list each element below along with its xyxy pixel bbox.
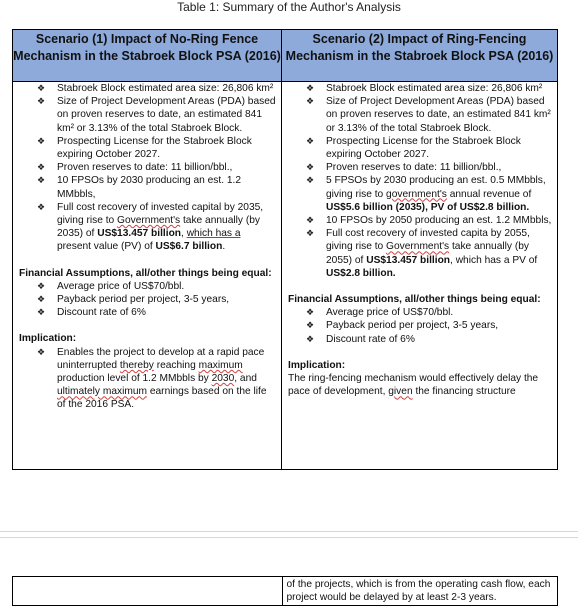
scenario-1-body (13, 82, 281, 412)
list-item: ❖ Payback period per project, 3-5 years, (306, 320, 499, 332)
implication-list (19, 346, 277, 412)
scenario-2-header: Scenario (2) Impact of Ring-Fencing Mechanism in the Stabroek Block PSA (2016) (282, 30, 557, 82)
list-item: ❖ Proven reserves to date: 11 billion/bbl., (37, 162, 233, 174)
diamond-bullet-icon: ❖ (306, 320, 315, 331)
list-item: ❖ Full cost recovery of invested capital by 2035, giving rise to Government's take annually (by 2035) of US$13.457 billion, which has a present value (PV) of US$6.7 billion. (37, 201, 264, 253)
list-item: ❖ Full cost recovery of invested capita by 2055, giving rise to Government's take annually (by 2055) of US$13.457 billion, which has a PV of US$2.8 billion. (306, 228, 538, 279)
diamond-bullet-icon: ❖ (306, 333, 315, 344)
analysis-table-continuation (12, 576, 558, 606)
diamond-bullet-icon: ❖ (306, 307, 315, 318)
list-item: ❖ Proven reserves to date: 11 billion/bbl., (306, 162, 502, 174)
table-caption: Table 1: Summary of the Author's Analysis (177, 0, 401, 14)
scenario-2-facts (288, 82, 553, 280)
list-item: ❖ Average price of US$70/bbl. (37, 280, 185, 292)
implication-heading: Implication: (288, 359, 346, 371)
diamond-bullet-icon: ❖ (306, 162, 315, 173)
diamond-bullet-icon: ❖ (306, 215, 315, 226)
list-item: ❖ Stabroek Block estimated area size: 26,806 km² (37, 83, 274, 94)
diamond-bullet-icon: ❖ (306, 96, 315, 107)
scenario-2-body (282, 82, 557, 398)
financial-assumptions-heading: Financial Assumptions, all/other things being equal: (19, 267, 272, 279)
list-item: ❖ Prospecting License for the Stabroek Block expiring October 2027. (37, 135, 252, 161)
list-item: ❖ Size of Project Development Areas (PDA) based on proven reserves to date, an estimated 841 km² or 3.13% of the total Stabroek Block. (306, 96, 551, 134)
list-item: ❖ Stabroek Block estimated area size: 26,806 km² (306, 83, 543, 94)
diamond-bullet-icon: ❖ (37, 175, 46, 186)
diamond-bullet-icon: ❖ (37, 135, 46, 146)
diamond-bullet-icon: ❖ (37, 96, 46, 107)
diamond-bullet-icon: ❖ (37, 346, 46, 357)
page-break-line (0, 531, 578, 532)
scenario-2-column (282, 30, 557, 469)
list-item: ❖ 10 FPSOs by 2030 producing an est. 1.2 MMbbls, (37, 175, 242, 200)
financial-assumptions-heading: Financial Assumptions, all/other things being equal: (288, 294, 541, 306)
diamond-bullet-icon: ❖ (37, 280, 46, 291)
list-item: ❖ Size of Project Development Areas (PDA) based on proven reserves to date, an estimated 841 km² or 3.13% of the total Stabroek Block. (37, 96, 276, 134)
scenario-1-facts (19, 82, 277, 254)
list-item: ❖ Average price of US$70/bbl. (306, 307, 454, 319)
diamond-bullet-icon: ❖ (37, 294, 46, 305)
scenario-1-column (13, 30, 282, 469)
list-item: ❖ Discount rate of 6% (37, 307, 146, 319)
scenario-1-continuation-cell (13, 577, 283, 605)
diamond-bullet-icon: ❖ (306, 228, 315, 239)
list-item: ❖ 5 FPSOs by 2030 producing an est. 0.5 MMbbls, giving rise to government's annual revenue of US$5.6 billion (2035), PV of US$2.8 billion. (306, 175, 546, 213)
list-item: ❖ Enables the project to develop at a rapid pace uninterrupted thereby reaching maximum production level of 1.2 MMbbls by 2030, and ultimately maximum earnings based on the life of the 2016 PSA. (37, 346, 267, 411)
financial-assumptions-list (288, 306, 553, 346)
implication-heading: Implication: (19, 333, 77, 345)
list-item: ❖ Prospecting License for the Stabroek Block expiring October 2027. (306, 135, 521, 161)
diamond-bullet-icon: ❖ (306, 135, 315, 146)
financial-assumptions-list (19, 280, 277, 320)
diamond-bullet-icon: ❖ (306, 175, 315, 186)
diamond-bullet-icon: ❖ (306, 83, 315, 93)
analysis-table (12, 29, 558, 470)
list-item: ❖ Discount rate of 6% (306, 333, 415, 345)
diamond-bullet-icon: ❖ (37, 201, 46, 212)
page-break-line (0, 537, 578, 538)
list-item: ❖ 10 FPSOs by 2050 producing an est. 1.2 MMbbls, (306, 215, 552, 227)
diamond-bullet-icon: ❖ (37, 307, 46, 318)
diamond-bullet-icon: ❖ (37, 162, 46, 173)
list-item: ❖ Payback period per project, 3-5 years, (37, 294, 230, 306)
diamond-bullet-icon: ❖ (37, 83, 46, 93)
implication-text: The ring-fencing mechanism would effectively delay the pace of development, given the financing structure (288, 373, 539, 398)
scenario-2-continuation-cell: of the projects, which is from the operating cash flow, each project would be delayed by at least 2-3 years. (286, 579, 551, 604)
scenario-1-header: Scenario (1) Impact of No-Ring Fence Mechanism in the Stabroek Block PSA (2016) (13, 30, 281, 82)
